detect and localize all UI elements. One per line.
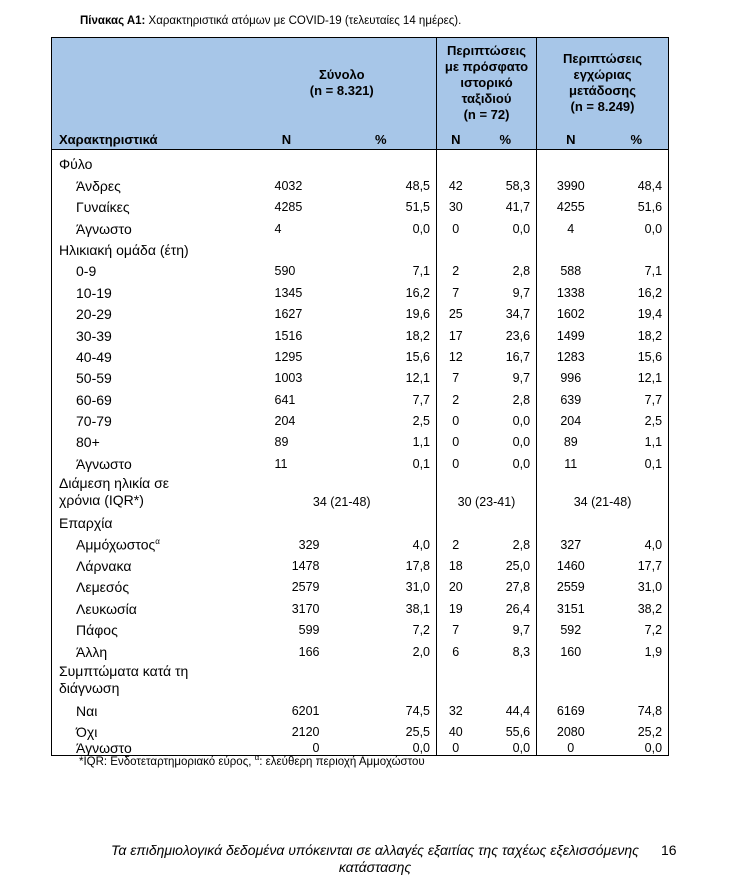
median-travel: 30 (23-41)	[437, 471, 537, 509]
table-row	[52, 697, 669, 718]
cell-pct-travel: 0,0	[512, 414, 531, 429]
cell-pct-travel: 9,7	[512, 623, 531, 638]
cell-n-total: 89	[274, 435, 289, 450]
cell-n-travel: 30	[437, 193, 475, 214]
header-pct-local: %	[605, 128, 669, 150]
row-label: Διάμεση ηλικία σε χρόνια (IQR*)	[52, 471, 248, 509]
cell-n-total: 2579	[291, 580, 320, 595]
header-n-total: N	[248, 128, 326, 150]
table-row	[52, 509, 669, 530]
empty-cell	[437, 236, 475, 257]
footnote: *IQR: Ενδοτεταρτημοριακό εύρος, $^\alpha$: ελεύθερη περιοχή Αμμοχώστου	[79, 753, 425, 768]
cell-pct-local: 16,2	[605, 278, 669, 299]
cell-pct-travel: 0,0	[512, 456, 531, 471]
cell-n-total: 1345	[274, 285, 303, 300]
empty-cell	[537, 150, 605, 172]
cell-pct-total: 18,2	[405, 328, 431, 343]
cell-pct-travel: 58,3	[505, 178, 531, 193]
caption-bold: Πίνακας Α1:	[80, 15, 146, 27]
cell-n-travel: 0	[437, 214, 475, 235]
row-label: 20-29	[52, 300, 248, 321]
table-row	[52, 616, 669, 637]
cell-pct-travel: 8,3	[512, 644, 531, 659]
row-label: Άγνωστο	[52, 214, 248, 235]
cell-pct-total: 25,5	[405, 725, 431, 740]
table-row	[52, 278, 669, 299]
cell-n-local: 11	[537, 449, 605, 470]
cell-pct-local: 1,1	[605, 428, 669, 449]
table-row	[52, 257, 669, 278]
empty-cell	[326, 236, 437, 257]
cell-n-local: 1499	[537, 321, 605, 342]
cell-pct-total: 7,1	[412, 264, 431, 279]
table-row	[52, 471, 669, 509]
cell-pct-total: 2,0	[412, 644, 431, 659]
empty-cell	[475, 509, 537, 530]
header-n-travel: N	[437, 128, 475, 150]
cell-n-travel: 0	[437, 407, 475, 428]
cell-pct-local: 7,2	[605, 616, 669, 637]
table-caption	[80, 15, 461, 27]
cell-pct-total: 74,5	[405, 703, 431, 718]
table-row	[52, 573, 669, 594]
cell-pct-travel: 55,6	[505, 725, 531, 740]
cell-n-total: 1003	[274, 371, 303, 386]
table-row	[52, 449, 669, 470]
cell-n-local: 0	[537, 739, 605, 756]
cell-pct-total: 38,1	[405, 601, 431, 616]
cell-pct-travel: 23,6	[505, 328, 531, 343]
cell-pct-total: 17,8	[405, 559, 431, 574]
table-row	[52, 364, 669, 385]
empty-cell	[437, 150, 475, 172]
cell-n-travel: 2	[437, 530, 475, 551]
row-label: 70-79	[52, 407, 248, 428]
empty-cell	[537, 509, 605, 530]
cell-n-local: 1338	[537, 278, 605, 299]
cell-n-total: 1478	[291, 559, 320, 574]
cell-n-local: 327	[537, 530, 605, 551]
cell-n-travel: 40	[437, 718, 475, 739]
cell-n-total: 0	[248, 739, 326, 756]
covid-characteristics-table	[51, 37, 669, 756]
row-label: Όχι	[52, 718, 248, 739]
table-row	[52, 214, 669, 235]
cell-pct-local: 38,2	[605, 594, 669, 615]
row-label: 80+	[52, 428, 248, 449]
cell-n-travel: 17	[437, 321, 475, 342]
cell-n-total: 590	[274, 264, 296, 279]
cell-pct-travel: 9,7	[512, 371, 531, 386]
cell-n-total: 641	[274, 392, 296, 407]
cell-n-total: 1627	[274, 307, 303, 322]
cell-pct-travel: 25,0	[505, 559, 531, 574]
header-characteristics: Χαρακτηριστικά	[52, 128, 248, 150]
cell-n-local: 3990	[537, 171, 605, 192]
empty-cell	[605, 509, 669, 530]
cell-pct-travel: 27,8	[505, 580, 531, 595]
header-pct-total: %	[326, 128, 437, 150]
table-row	[52, 407, 669, 428]
row-label: Άγνωστο	[52, 739, 248, 756]
row-label: Λευκωσία	[52, 594, 248, 615]
header-total: Σύνολο (n = 8.321)	[248, 38, 437, 129]
row-label: Ναι	[52, 697, 248, 718]
empty-cell	[326, 509, 437, 530]
cell-pct-local: 25,2	[605, 718, 669, 739]
cell-n-travel: 7	[437, 364, 475, 385]
table-row	[52, 321, 669, 342]
cell-n-local: 160	[537, 637, 605, 658]
cell-pct-local: 18,2	[605, 321, 669, 342]
cell-n-total: 6201	[291, 703, 320, 718]
table-row	[52, 385, 669, 406]
empty-cell	[605, 150, 669, 172]
empty-cell	[475, 150, 537, 172]
cell-n-travel: 6	[437, 637, 475, 658]
empty-cell	[248, 150, 326, 172]
empty-cell	[437, 659, 475, 697]
cell-pct-travel: 41,7	[505, 200, 531, 215]
cell-n-travel: 42	[437, 171, 475, 192]
cell-pct-travel: 0,0	[475, 739, 537, 756]
header-n-local: N	[537, 128, 605, 150]
cell-n-total: 4032	[274, 178, 303, 193]
cell-n-travel: 2	[437, 257, 475, 278]
cell-n-local: 6169	[537, 697, 605, 718]
header-travel: Περιπτώσεις με πρόσφατο ιστορικό ταξιδιού (n = 72)	[437, 38, 537, 129]
cell-n-total: 599	[298, 623, 320, 638]
cell-pct-local: 19,4	[605, 300, 669, 321]
table-row	[52, 718, 669, 739]
row-label: 10-19	[52, 278, 248, 299]
cell-n-total: 1295	[274, 349, 303, 364]
row-label: Γυναίκες	[52, 193, 248, 214]
cell-n-local: 996	[537, 364, 605, 385]
cell-pct-local: 0,1	[605, 449, 669, 470]
median-total: 34 (21-48)	[312, 494, 371, 509]
cell-n-total: 11	[274, 456, 288, 471]
row-label: 30-39	[52, 321, 248, 342]
cell-pct-total: 12,1	[405, 371, 431, 386]
cell-pct-travel: 2,8	[512, 264, 531, 279]
cell-pct-local: 4,0	[605, 530, 669, 551]
cell-n-travel: 7	[437, 278, 475, 299]
cell-n-total: 3170	[291, 601, 320, 616]
row-label: 50-59	[52, 364, 248, 385]
cell-pct-travel: 0,0	[512, 221, 531, 236]
cell-n-local: 1283	[537, 343, 605, 364]
disclaimer-note: Τα επιδημιολογικά δεδομένα υπόκεινται σε αλλαγές εξαιτίας της ταχέως εξελισσόμενης κατάστασης	[111, 842, 639, 875]
cell-pct-total: 31,0	[405, 580, 431, 595]
cell-pct-local: 7,1	[605, 257, 669, 278]
header-pct-travel: %	[475, 128, 537, 150]
cell-n-local: 592	[537, 616, 605, 637]
row-label: Λεμεσός	[52, 573, 248, 594]
cell-n-travel: 25	[437, 300, 475, 321]
empty-cell	[537, 659, 605, 697]
cell-pct-local: 31,0	[605, 573, 669, 594]
cell-n-local: 1460	[537, 552, 605, 573]
empty-cell	[605, 659, 669, 697]
cell-pct-travel: 16,7	[505, 349, 531, 364]
cell-n-local: 588	[537, 257, 605, 278]
row-label: Ηλικιακή ομάδα (έτη)	[52, 236, 248, 257]
row-label: Πάφος	[52, 616, 248, 637]
table-row	[52, 637, 669, 658]
empty-cell	[475, 659, 537, 697]
cell-pct-total: 19,6	[405, 307, 431, 322]
empty-cell	[437, 509, 475, 530]
cell-n-local: 2080	[537, 718, 605, 739]
row-label: Επαρχία	[52, 509, 248, 530]
table-row	[52, 236, 669, 257]
cell-n-total: 4	[274, 221, 282, 236]
table-row	[52, 530, 669, 551]
cell-pct-local: 12,1	[605, 364, 669, 385]
cell-pct-total: 0,1	[412, 456, 431, 471]
cell-n-total: 2120	[291, 725, 320, 740]
empty-cell	[326, 659, 437, 697]
cell-pct-travel: 9,7	[512, 285, 531, 300]
table-row	[52, 343, 669, 364]
row-label: Φύλο	[52, 150, 248, 172]
table-row	[52, 300, 669, 321]
median-local: 34 (21-48)	[537, 471, 669, 509]
cell-n-local: 2559	[537, 573, 605, 594]
cell-pct-total: 4,0	[412, 537, 431, 552]
cell-pct-travel: 44,4	[505, 703, 531, 718]
caption-text: Χαρακτηριστικά ατόμων με COVID-19 (τελευταίες 14 ημέρες).	[145, 15, 462, 27]
table-row	[52, 171, 669, 192]
cell-n-local: 639	[537, 385, 605, 406]
cell-pct-local: 17,7	[605, 552, 669, 573]
cell-pct-travel: 0,0	[512, 435, 531, 450]
cell-pct-local: 15,6	[605, 343, 669, 364]
empty-cell	[248, 509, 326, 530]
cell-n-local: 204	[537, 407, 605, 428]
cell-pct-local: 1,9	[605, 637, 669, 658]
cell-pct-total: 0,0	[326, 739, 437, 756]
row-label: Αμμόχωστος$^\alpha$	[52, 530, 248, 551]
cell-pct-local: 0,0	[605, 214, 669, 235]
cell-pct-total: 1,1	[412, 435, 431, 450]
cell-pct-total: 2,5	[412, 414, 431, 429]
table-body	[52, 150, 669, 756]
cell-n-travel: 12	[437, 343, 475, 364]
row-label: Άλλη	[52, 637, 248, 658]
cell-pct-local: 48,4	[605, 171, 669, 192]
empty-cell	[326, 150, 437, 172]
cell-n-local: 4	[537, 214, 605, 235]
page-number: 16	[661, 842, 677, 858]
empty-cell	[605, 236, 669, 257]
cell-pct-local: 7,7	[605, 385, 669, 406]
cell-n-total: 166	[298, 644, 320, 659]
cell-pct-local: 2,5	[605, 407, 669, 428]
table-row	[52, 659, 669, 697]
row-label: Συμπτώματα κατά τη διάγνωση	[52, 659, 248, 697]
cell-n-total: 329	[298, 537, 320, 552]
cell-pct-local: 0,0	[605, 739, 669, 756]
cell-n-total: 1516	[274, 328, 303, 343]
cell-pct-travel: 34,7	[505, 307, 531, 322]
table-row	[52, 150, 669, 172]
row-label: 0-9	[52, 257, 248, 278]
cell-n-travel: 20	[437, 573, 475, 594]
cell-n-travel: 7	[437, 616, 475, 637]
row-label: Άνδρες	[52, 171, 248, 192]
table-row	[52, 193, 669, 214]
cell-n-travel: 0	[437, 428, 475, 449]
table-row	[52, 552, 669, 573]
cell-n-local: 89	[537, 428, 605, 449]
cell-pct-travel: 26,4	[505, 601, 531, 616]
cell-pct-total: 7,7	[412, 392, 431, 407]
cell-pct-total: 0,0	[412, 221, 431, 236]
cell-n-travel: 18	[437, 552, 475, 573]
cell-n-travel: 0	[437, 449, 475, 470]
header-blank	[52, 38, 248, 129]
cell-n-total: 204	[274, 414, 296, 429]
cell-n-local: 4255	[537, 193, 605, 214]
row-label: 40-49	[52, 343, 248, 364]
cell-pct-total: 16,2	[405, 285, 431, 300]
empty-cell	[537, 236, 605, 257]
cell-pct-total: 7,2	[412, 623, 431, 638]
cell-n-local: 1602	[537, 300, 605, 321]
cell-pct-total: 48,5	[405, 178, 431, 193]
empty-cell	[475, 236, 537, 257]
table-row	[52, 594, 669, 615]
cell-n-travel: 2	[437, 385, 475, 406]
row-label: 60-69	[52, 385, 248, 406]
row-label: Άγνωστο	[52, 449, 248, 470]
cell-pct-total: 15,6	[405, 349, 431, 364]
cell-n-travel: 19	[437, 594, 475, 615]
cell-pct-travel: 2,8	[512, 392, 531, 407]
table-row	[52, 428, 669, 449]
header-local: Περιπτώσεις εγχώριας μετάδοσης (n = 8.249)	[537, 38, 669, 129]
cell-n-total: 4285	[274, 200, 303, 215]
cell-pct-total: 51,5	[405, 200, 431, 215]
empty-cell	[248, 236, 326, 257]
cell-pct-local: 51,6	[605, 193, 669, 214]
cell-pct-travel: 2,8	[512, 537, 531, 552]
cell-pct-local: 74,8	[605, 697, 669, 718]
cell-n-travel: 0	[437, 739, 475, 756]
row-label: Λάρνακα	[52, 552, 248, 573]
empty-cell	[248, 659, 326, 697]
cell-n-local: 3151	[537, 594, 605, 615]
cell-n-travel: 32	[437, 697, 475, 718]
